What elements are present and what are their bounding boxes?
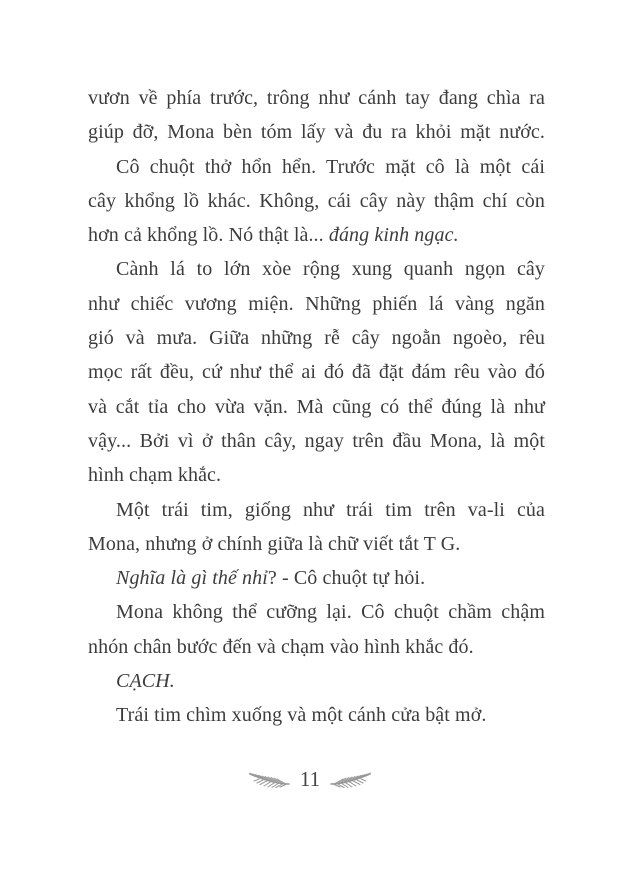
text-line: hình chạm khắc.	[88, 464, 222, 487]
text-line	[88, 218, 545, 252]
paragraph-5	[88, 561, 545, 595]
fern-ornament-right-icon	[329, 770, 373, 792]
text-line: giúp đỡ, Mona bèn tóm lấy và đu ra khỏi mặt nước.	[88, 121, 545, 144]
paragraph-6	[88, 595, 545, 664]
text-line: Mona không thể cưỡng lại. Cô chuột chầm chậm	[116, 601, 545, 624]
text-line	[88, 664, 545, 698]
text-line: gió và mưa. Giữa những rễ cây ngoằn ngoèo, rêu	[88, 327, 545, 350]
page-text	[88, 81, 545, 733]
text-line: Một trái tim, giống như trái tim trên va-li của	[116, 498, 545, 521]
fern-ornament-left-icon	[247, 770, 291, 792]
text-line: nhón chân bước đến và chạm vào hình khắc đó.	[88, 635, 474, 658]
text-segment: hơn cả khổng lồ. Nó thật là...	[88, 224, 329, 247]
text-line	[88, 561, 545, 595]
text-line: như chiếc vương miện. Những phiến lá vàng ngăn	[88, 292, 545, 315]
italic-phrase: Nghĩa là gì thế nhỉ	[116, 567, 268, 590]
text-line: Cô chuột thở hổn hển. Trước mặt cô là một cái	[116, 155, 545, 178]
text-line: và cắt tỉa cho vừa vặn. Mà cũng có thể đúng là như	[88, 395, 545, 418]
paragraph-3	[88, 252, 545, 492]
page-number: 11	[299, 767, 321, 791]
paragraph-4	[88, 493, 545, 562]
text-line: Mona, nhưng ở chính giữa là chữ viết tắt T G.	[88, 532, 461, 555]
italic-phrase: CẠCH.	[116, 670, 175, 693]
paragraph-2	[88, 150, 545, 253]
text-line: Cành lá to lớn xòe rộng xung quanh ngọn cây	[116, 258, 545, 281]
italic-phrase: đáng kinh ngạc.	[328, 224, 459, 247]
text-line: vậy... Bởi vì ở thân cây, ngay trên đầu Mona, là một	[88, 429, 545, 452]
text-line: vươn về phía trước, trông như cánh tay đang chìa ra	[88, 87, 545, 109]
paragraph-7	[88, 664, 545, 698]
paragraph-8	[88, 698, 545, 732]
paragraph-1	[88, 81, 545, 150]
text-segment: ? - Cô chuột tự hỏi.	[267, 567, 426, 590]
text-line: cây khổng lồ khác. Không, cái cây này thậm chí còn	[88, 189, 545, 212]
text-line: mọc rất đều, cứ như thể ai đó đã đặt đám rêu vào đó	[88, 361, 545, 384]
text-line: Trái tim chìm xuống và một cánh cửa bật mở.	[116, 704, 487, 727]
page-footer	[0, 769, 620, 792]
